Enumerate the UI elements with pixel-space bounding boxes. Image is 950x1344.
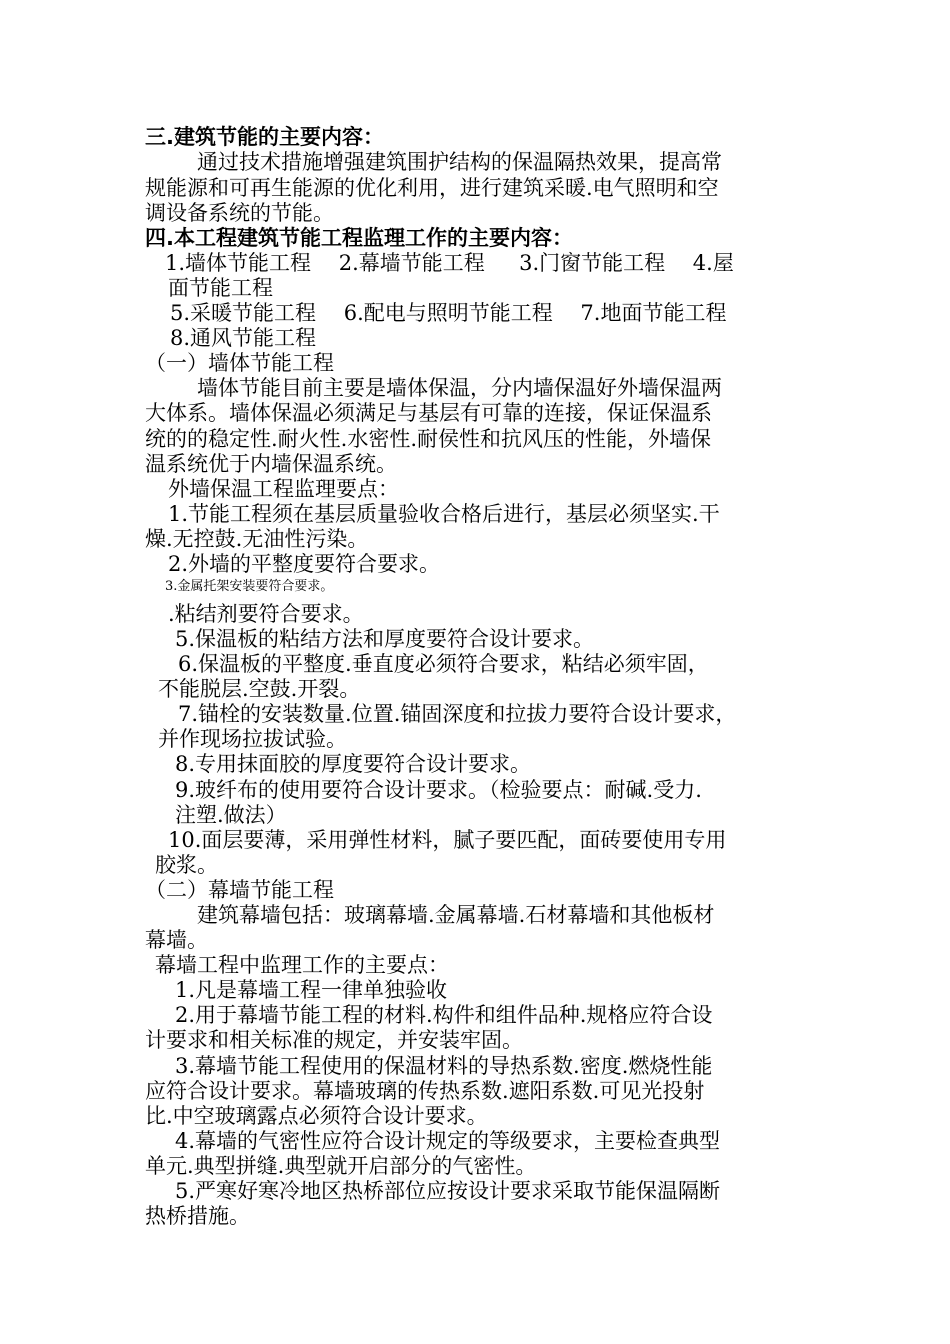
- list-item: .粘结剂要符合要求。: [168, 602, 364, 626]
- list-item: 2.用于幕墙节能工程的材料.构件和组件品种.规格应符合设: [175, 1003, 713, 1027]
- list-item: 5.严寒好寒冷地区热桥部位应按设计要求采取节能保温隔断: [175, 1179, 721, 1203]
- paragraph-line: 规能源和可再生能源的优化利用，进行建筑采暖.电气照明和空: [145, 176, 719, 200]
- paragraph-line: 统的的稳定性.耐火性.水密性.耐侯性和抗风压的性能，外墙保: [145, 427, 712, 451]
- paragraph-line: 通过技术措施增强建筑围护结构的保温隔热效果，提高常: [197, 150, 722, 174]
- section-3-heading: 三.建筑节能的主要内容：: [145, 125, 384, 149]
- list-item: 10.面层要薄，采用弹性材料，腻子要匹配，面砖要使用专用: [168, 828, 727, 852]
- list-item: 8.专用抹面胶的厚度要符合设计要求。: [175, 752, 532, 776]
- list-item: 注塑.做法）: [175, 803, 287, 827]
- list-item: 3.幕墙节能工程使用的保温材料的导热系数.密度.燃烧性能: [175, 1054, 713, 1078]
- list-item: 1.节能工程须在基层质量验收合格后进行，基层必须坚实.干: [168, 502, 720, 526]
- paragraph-line: 大体系。墙体保温必须满足与基层有可靠的连接，保证保温系: [145, 401, 712, 425]
- list-item: 并作现场拉拔试验。: [158, 727, 347, 751]
- list-item: 3.金属托架安装要符合要求。: [165, 579, 334, 594]
- list-item: 1.凡是幕墙工程一律单独验收: [175, 978, 448, 1002]
- list-item: 2.外墙的平整度要符合要求。: [168, 552, 441, 576]
- paragraph-line: 幕墙工程中监理工作的主要点：: [155, 953, 449, 977]
- list-item: 比.中空玻璃露点必须符合设计要求。: [145, 1104, 488, 1128]
- list-item: 热桥措施。: [145, 1204, 250, 1228]
- list-item: 胶浆。: [155, 853, 218, 877]
- list-item: 7.锚栓的安装数量.位置.锚固深度和拉拔力要符合设计要求，: [178, 702, 737, 726]
- paragraph-line: 外墙保温工程监理要点：: [168, 477, 399, 501]
- paragraph-line: 温系统优于内墙保温系统。: [145, 452, 397, 476]
- list-item: 计要求和相关标准的规定，并安装牢固。: [145, 1028, 523, 1052]
- list-item: 9.玻纤布的使用要符合设计要求。（检验要点：耐碱.受力.: [175, 778, 702, 802]
- list-item: 应符合设计要求。幕墙玻璃的传热系数.遮阳系数.可见光投射: [145, 1079, 705, 1103]
- list-line: 8.通风节能工程: [170, 326, 317, 350]
- paragraph-line: 幕墙。: [145, 928, 208, 952]
- section-4-heading: 四.本工程建筑节能工程监理工作的主要内容：: [145, 226, 573, 250]
- list-item: 单元.典型拼缝.典型就开启部分的气密性。: [145, 1154, 537, 1178]
- list-item: 燥.无控鼓.无油性污染。: [145, 527, 369, 551]
- paragraph-line: 调设备系统的节能。: [145, 201, 334, 225]
- list-line: 5.采暖节能工程 6.配电与照明节能工程 7.地面节能工程: [170, 301, 727, 325]
- subsection-heading: （二）幕墙节能工程: [145, 878, 334, 902]
- paragraph-line: 建筑幕墙包括：玻璃幕墙.金属幕墙.石材幕墙和其他板材: [197, 903, 715, 927]
- list-line: 1.墙体节能工程 2.幕墙节能工程 3.门窗节能工程 4.屋: [165, 251, 734, 275]
- list-line: 面节能工程: [168, 276, 273, 300]
- list-item: 5.保温板的粘结方法和厚度要符合设计要求。: [175, 627, 595, 651]
- list-item: 6.保温板的平整度.垂直度必须符合要求，粘结必须牢固，: [178, 652, 709, 676]
- subsection-heading: （一）墙体节能工程: [145, 351, 334, 375]
- list-item: 不能脱层.空鼓.开裂。: [158, 677, 361, 701]
- paragraph-line: 墙体节能目前主要是墙体保温，分内墙保温好外墙保温两: [197, 376, 722, 400]
- list-item: 4.幕墙的气密性应符合设计规定的等级要求，主要检查典型: [175, 1129, 721, 1153]
